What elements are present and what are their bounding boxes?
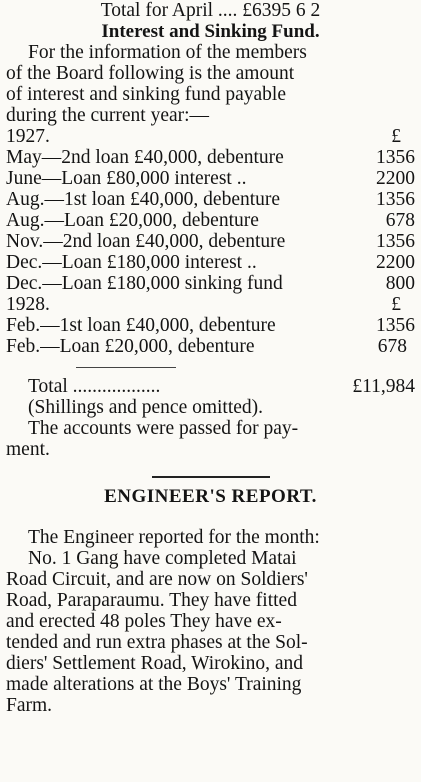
intro-line-3: of interest and sinking fund payable xyxy=(6,84,286,105)
closing-line-2: ment. xyxy=(6,439,50,460)
intro-line-2: of the Board following is the amount xyxy=(6,63,295,84)
grand-total-label: Total .................. xyxy=(28,376,161,397)
intro-line-4: during the current year:— xyxy=(6,105,210,126)
total-rule xyxy=(76,367,176,368)
schedule-row-label: Aug.—1st loan £40,000, debenture xyxy=(6,189,281,210)
schedule-row-label: Feb.—1st loan £40,000, debenture xyxy=(6,315,276,336)
grand-total-value: £11,984 xyxy=(352,376,415,397)
schedule-row-value: 2200 xyxy=(376,252,415,273)
schedule-row-value: 800 xyxy=(385,273,415,294)
engineer-line-6: tended and run extra phases at the Sol- xyxy=(6,632,308,653)
engineer-line-1: The Engineer reported for the month: xyxy=(28,527,320,548)
schedule-row-label: Dec.—Loan £180,000 interest .. xyxy=(6,252,257,273)
engineer-line-2: No. 1 Gang have completed Matai xyxy=(28,548,297,569)
schedule-row-value: 1356 xyxy=(376,147,415,168)
schedule-row xyxy=(6,336,415,357)
schedule-row xyxy=(6,147,415,168)
year-1928-label: 1928. xyxy=(6,294,50,315)
interest-section-title: Interest and Sinking Fund. xyxy=(101,21,320,42)
schedule-row xyxy=(6,189,415,210)
schedule-row xyxy=(6,315,415,336)
year-1927-label: 1927. xyxy=(6,126,50,147)
engineer-line-4: Road, Paraparaumu. They have fitted xyxy=(6,590,297,611)
engineer-report-title: ENGINEER'S REPORT. xyxy=(104,486,317,507)
schedule-row-value: 1356 xyxy=(376,315,415,336)
schedule-row xyxy=(6,210,415,231)
schedule-row-value: 1356 xyxy=(376,189,415,210)
schedule-row-value: 2200 xyxy=(376,168,415,189)
schedule-row xyxy=(6,273,415,294)
schedule-row xyxy=(6,231,415,252)
engineer-line-3: Road Circuit, and are now on Soldiers' xyxy=(6,569,308,590)
engineer-line-9: Farm. xyxy=(6,695,53,716)
schedule-row-value: 1356 xyxy=(376,231,415,252)
schedule-row-label: Dec.—Loan £180,000 sinking fund xyxy=(6,273,283,294)
year-1928-header xyxy=(6,294,415,315)
closing-line-1: The accounts were passed for pay- xyxy=(28,418,299,439)
schedule-row-value: 678 xyxy=(377,336,407,357)
intro-line-1: For the information of the members xyxy=(28,42,307,63)
schedule-row-label: May—2nd loan £40,000, debenture xyxy=(6,147,284,168)
engineer-line-8: made alterations at the Boys' Training xyxy=(6,674,302,695)
schedule-row-label: June—Loan £80,000 interest .. xyxy=(6,168,247,189)
schedule-row-label: Aug.—Loan £20,000, debenture xyxy=(6,210,259,231)
year-1927-currency: £ xyxy=(391,126,401,147)
year-1927-header xyxy=(6,126,415,147)
omission-note: (Shillings and pence omitted). xyxy=(28,397,264,418)
section-divider xyxy=(152,476,270,478)
schedule-row-label: Nov.—2nd loan £40,000, debenture xyxy=(6,231,286,252)
engineer-line-7: diers' Settlement Road, Wirokino, and xyxy=(6,653,303,674)
schedule-row xyxy=(6,252,415,273)
april-total-line: Total for April .... £6395 6 2 xyxy=(100,0,321,21)
schedule-row-label: Feb.—Loan £20,000, debenture xyxy=(6,336,255,357)
schedule-row-value: 678 xyxy=(385,210,415,231)
year-1928-currency: £ xyxy=(391,294,401,315)
schedule-row xyxy=(6,168,415,189)
grand-total-row xyxy=(6,376,415,397)
engineer-line-5: and erected 48 poles They have ex- xyxy=(6,611,282,632)
